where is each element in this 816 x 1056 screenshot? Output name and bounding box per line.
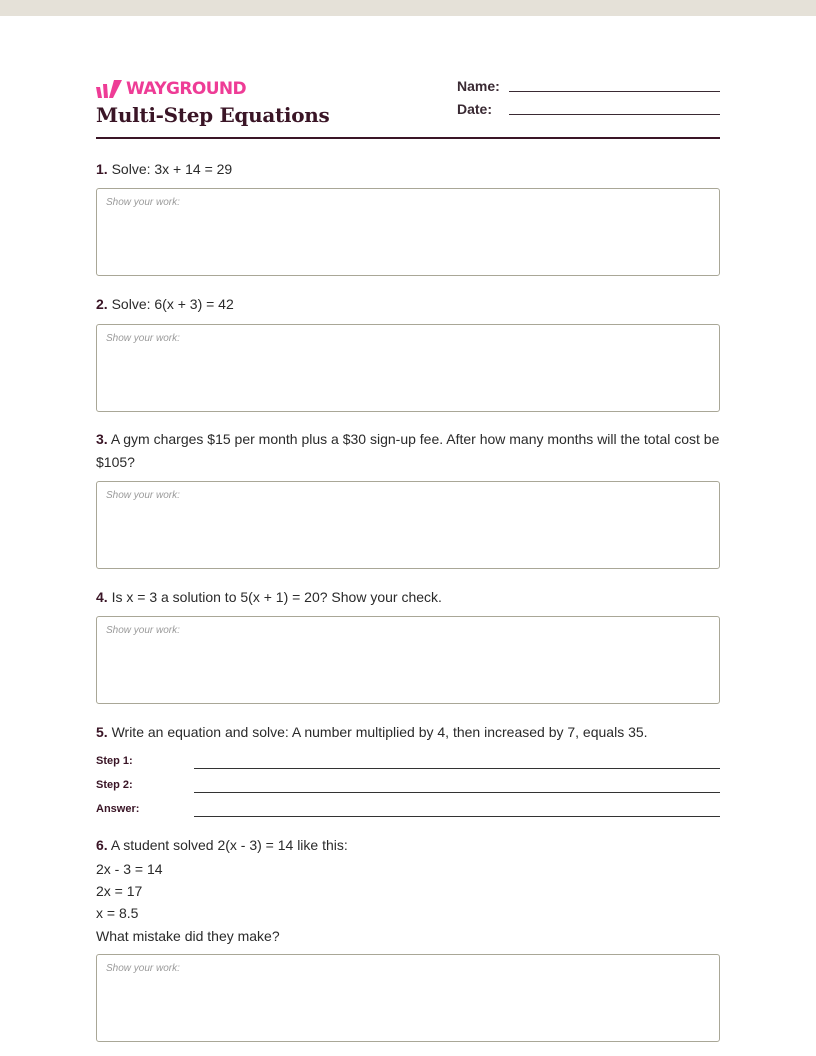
question-text: Solve: 3x + 14 = 29 (111, 161, 233, 177)
work-box-placeholder: Show your work: (106, 963, 180, 974)
question-3 (96, 428, 720, 474)
work-box-2[interactable] (96, 324, 720, 412)
question-6 (96, 834, 720, 857)
step-2-field[interactable] (194, 792, 720, 793)
step-1-label: Step 1: (96, 755, 133, 767)
question-4 (96, 586, 720, 609)
work-box-3[interactable] (96, 481, 720, 569)
work-box-1[interactable] (96, 188, 720, 276)
name-label: Name: (457, 78, 500, 94)
wayground-logo-icon (96, 79, 124, 99)
question-5 (96, 721, 720, 744)
question-text: Solve: 6(x + 3) = 42 (111, 296, 234, 312)
logo-text: WAYGROUND (126, 79, 247, 99)
question-1 (96, 158, 720, 181)
work-box-placeholder: Show your work: (106, 625, 180, 636)
question-number: 5. (96, 724, 108, 740)
step-1-field[interactable] (194, 768, 720, 769)
question-number: 3. (96, 431, 108, 447)
student-work-line-3: x = 8.5 (96, 905, 139, 921)
answer-label: Answer: (96, 803, 140, 815)
question-number: 6. (96, 837, 108, 853)
question-text: Is x = 3 a solution to 5(x + 1) = 20? Show your check. (111, 589, 442, 605)
question-text: A gym charges $15 per month plus a $30 sign-up fee. After how many months will the total cost be $105? (96, 431, 720, 470)
question-number: 2. (96, 296, 108, 312)
question-number: 1. (96, 161, 108, 177)
question-text: A student solved 2(x - 3) = 14 like this: (110, 837, 348, 853)
work-box-6[interactable] (96, 954, 720, 1042)
question-2 (96, 293, 720, 316)
answer-field[interactable] (194, 816, 720, 817)
page-title: Multi-Step Equations (96, 103, 330, 127)
question-text: Write an equation and solve: A number multiplied by 4, then increased by 7, equals 35. (111, 724, 648, 740)
student-work-line-2: 2x = 17 (96, 883, 143, 899)
header-divider (96, 137, 720, 139)
name-field[interactable] (509, 91, 720, 92)
work-box-placeholder: Show your work: (106, 490, 180, 501)
date-field[interactable] (509, 114, 720, 115)
work-box-4[interactable] (96, 616, 720, 704)
date-label: Date: (457, 101, 493, 117)
question-number: 4. (96, 589, 108, 605)
student-work-line-1: 2x - 3 = 14 (96, 861, 163, 877)
step-2-label: Step 2: (96, 779, 133, 791)
work-box-placeholder: Show your work: (106, 197, 180, 208)
top-bar (0, 0, 816, 16)
question-6-followup: What mistake did they make? (96, 928, 280, 944)
work-box-placeholder: Show your work: (106, 333, 180, 344)
logo (96, 78, 246, 100)
